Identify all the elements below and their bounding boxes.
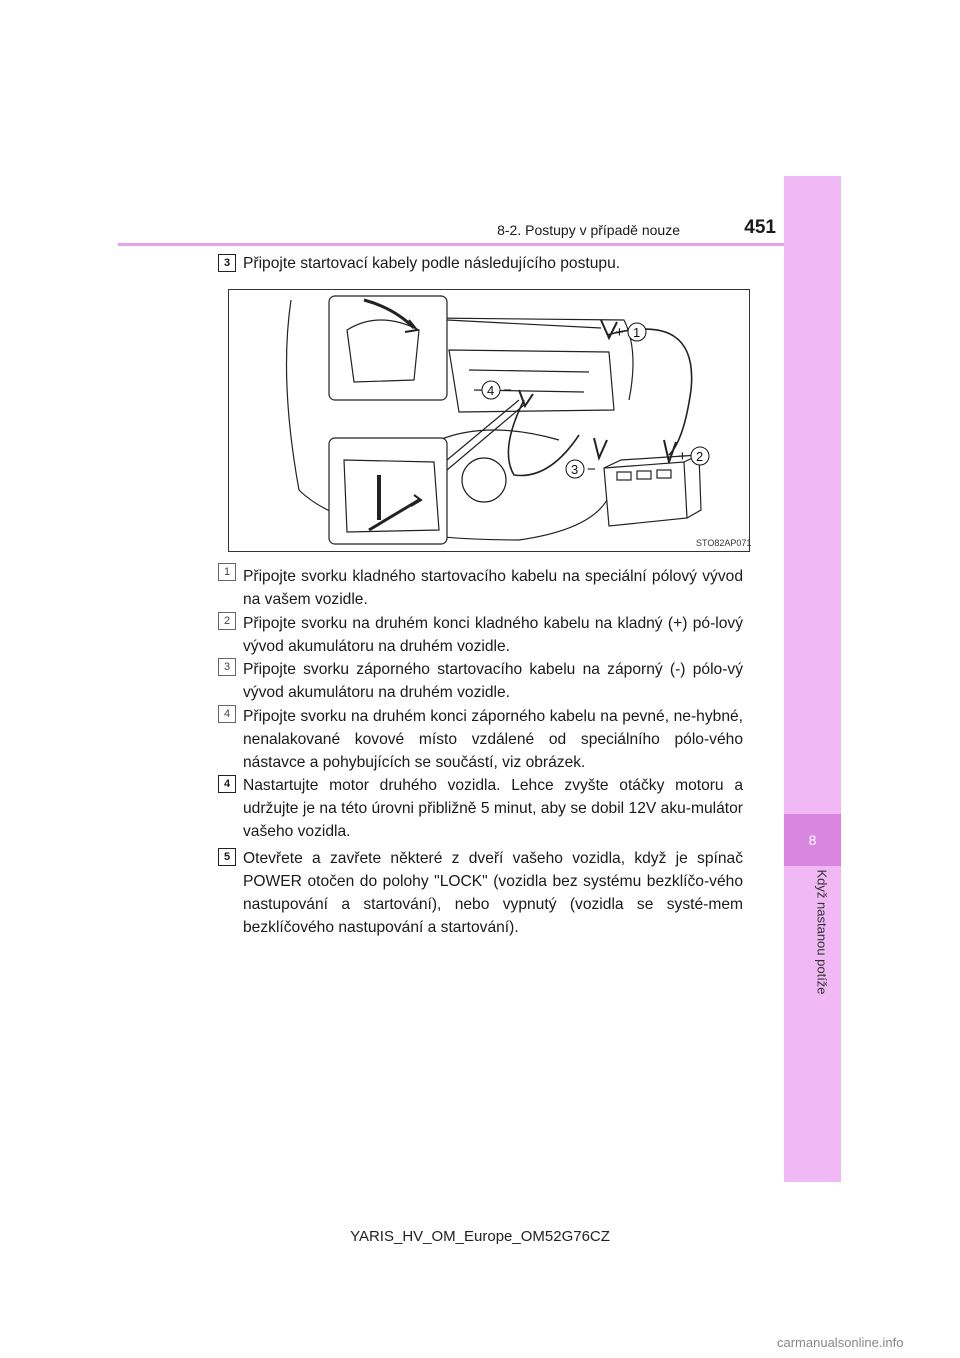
engine-bay-drawing (229, 290, 752, 551)
svg-text:+: + (678, 448, 687, 465)
substep-marker-2: 2 (218, 612, 236, 630)
chapter-number-badge: 8 (784, 814, 841, 866)
manual-id-footer: YARIS_HV_OM_Europe_OM52G76CZ (350, 1228, 610, 1245)
chapter-title-vertical (812, 869, 834, 1172)
callout-3-label: 3 (571, 462, 579, 477)
svg-text:−: − (587, 461, 596, 478)
clamp-3 (594, 438, 607, 458)
substep-3-text: Připojte svorku záporného startovacího kabelu na záporný (-) pólo-vý vývod akumulátoru na druhém vozidle. (243, 661, 743, 701)
clamp-2 (664, 440, 676, 462)
substep-marker-1: 1 (218, 563, 236, 581)
svg-text:−: − (503, 382, 512, 399)
substep-marker-4: 4 (218, 705, 236, 723)
header-section-title: 8-2. Postupy v případě nouze (497, 222, 680, 238)
step-5-text: Otevřete a zavřete některé z dveří vašeho vozidla, když je spínač POWER otočen do polohy "LOCK" (vozidla bez systému bezklíčo-vého nastupování a startování), nebo vypnutý (vozidla se systé-mem bezklíčového nastupování a startování). (243, 850, 743, 936)
figure-code: STO82AP071 (696, 538, 752, 548)
clamp-4 (519, 390, 533, 406)
engine-top-outline (429, 318, 633, 400)
page-number: 451 (744, 217, 776, 238)
step-3-text: Připojte startovací kabely podle následujícího postupu. (243, 255, 621, 272)
step-marker-5: 5 (218, 848, 236, 866)
engine-block (449, 350, 614, 412)
substep-1-text: Připojte svorku kladného startovacího kabelu na speciální pólový vývod na vašem vozidle. (243, 568, 743, 608)
watermark: carmanualsonline.info (777, 1335, 904, 1350)
callout-1-label: 1 (633, 325, 641, 340)
step-4-text: Nastartujte motor druhého vozidla. Lehce zvyšte otáčky motoru a udržujte je na této úrovni přibližně 5 minut, aby se dobil 12V aku-mulátor vašeho vozidla. (243, 777, 743, 840)
positive-cable (607, 329, 692, 455)
chapter-title: Když nastanou potíže (814, 869, 830, 995)
header-divider (118, 243, 784, 246)
substep-2-text: Připojte svorku na druhém konci kladného kabelu na kladný (+) pó-lový vývod akumulátoru na druhém vozidle. (243, 615, 743, 655)
substep-marker-3: 3 (218, 658, 236, 676)
substep-4-text: Připojte svorku na druhém konci záporného kabelu na pevné, ne-hybné, nenalakované kovové místo vzdálené od speciálního pólo-vého nástavce a pohybujících se součástí, viz obrázek. (243, 708, 743, 771)
inset-top (329, 296, 447, 400)
jump-start-illustration (228, 289, 750, 552)
step-marker-3: 3 (218, 254, 236, 272)
engine-part-round (462, 458, 506, 502)
callout-4-label: 4 (487, 383, 495, 398)
svg-text:+: + (615, 324, 624, 341)
step-marker-4: 4 (218, 775, 236, 793)
callout-2-label: 2 (696, 449, 704, 464)
